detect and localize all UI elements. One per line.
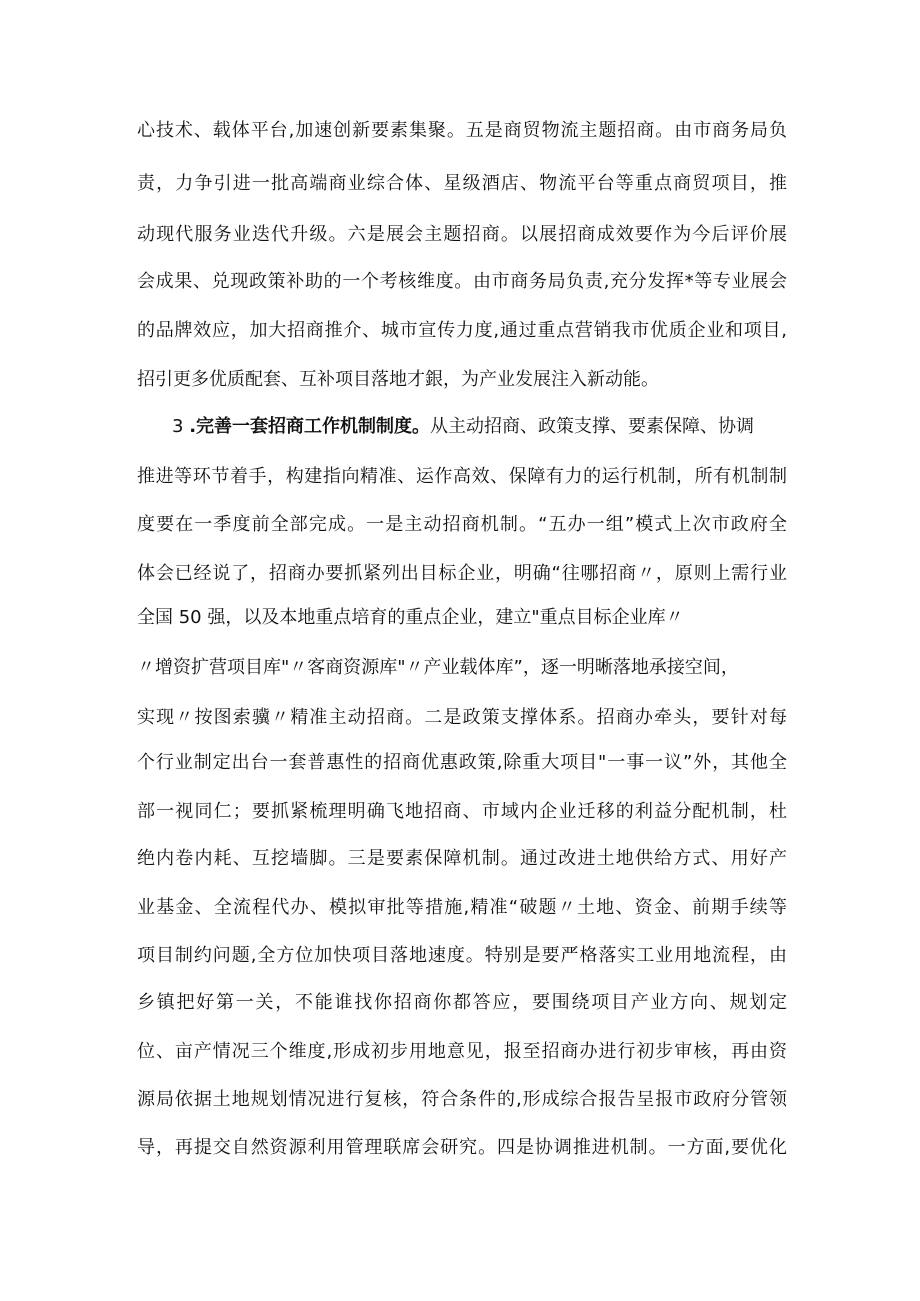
- section-number: 3: [172, 416, 184, 437]
- text-line: 全国 50 强，以及本地重点培育的重点企业，建立"重点目标企业库〃: [137, 607, 684, 628]
- text-line: 招引更多优质配套、互补项目落地才銀，为产业发展注入新动能。: [137, 369, 659, 390]
- text-line: 〃增资扩营项目库"〃客商资源库"〃产业载体库”，逐一明晰落地承接空间，: [137, 657, 739, 678]
- text-line: 心技术、载体平台,加速创新要素集聚。五是商贸物流主题招商。由市商务局负: [137, 120, 787, 141]
- text-line: 责，力争引进一批高端商业综合体、星级酒店、物流平台等重点商贸项目，推: [137, 173, 787, 194]
- text-line: 位、亩产情况三个维度,形成初步用地意见，报至招商办进行初步审核，再由资: [137, 1041, 787, 1062]
- text-line: 源局依据土地规划情况进行复核，符合条件的,形成综合报告呈报市政府分管领: [137, 1089, 787, 1110]
- text-line: 会成果、兑现政策补助的一个考核维度。由市商务局负责,充分发挥*等专业展会: [137, 271, 787, 292]
- heading-line-text: 从主动招商、政策支撑、要素保障、协调: [430, 416, 755, 437]
- text-line: 推进等环节着手，构建指向精准、运作高效、保障有力的运行机制，所有机制制: [137, 466, 787, 487]
- text-line: 部一视同仁；要抓紧梳理明确飞地招商、市域内企业迁移的利益分配机制，杜: [137, 801, 787, 822]
- text-line: 项目制约问题,全方位加快项目落地速度。特别是要严格落实工业用地流程，由: [137, 945, 787, 966]
- text-line: 实现〃按图索骥〃精准主动招商。二是政策支撑体系。招商办牵头，要针对每: [137, 707, 787, 728]
- text-line: 乡镇把好第一关，不能谁找你招商你都答应，要围绕项目产业方向、规划定: [137, 992, 787, 1013]
- text-line: 动现代服务业迭代升级。六是展会主题招商。以展招商成效要作为今后评价展: [137, 224, 787, 245]
- text-line: 体会已经说了，招商办要抓紧列出目标企业，明确“往哪招商〃，原则上需行业: [137, 563, 787, 584]
- section-heading: .完善一套招商工作机制制度。: [189, 416, 431, 437]
- section-heading-line: [172, 414, 787, 440]
- text-line: 个行业制定出台一套普惠性的招商优惠政策,除重大项目"一事一议”外，其他全: [137, 752, 787, 773]
- text-line: 绝内卷内耗、互挖墙脚。三是要素保障机制。通过改进土地供给方式、用好产: [137, 848, 787, 869]
- text-line: 的品牌效应，加大招商推介、城市宣传力度,通过重点营销我市优质企业和项目,: [137, 320, 787, 341]
- text-line: 导，再提交自然资源利用管理联席会研究。四是协调推进机制。一方面,要优化: [137, 1137, 787, 1158]
- text-line: 度要在一季度前全部完成。一是主动招商机制。“五办一组”模式上次市政府全: [137, 514, 787, 535]
- text-line: 业基金、全流程代办、模拟审批等措施,精准“破题〃土地、资金、前期手续等: [137, 897, 787, 918]
